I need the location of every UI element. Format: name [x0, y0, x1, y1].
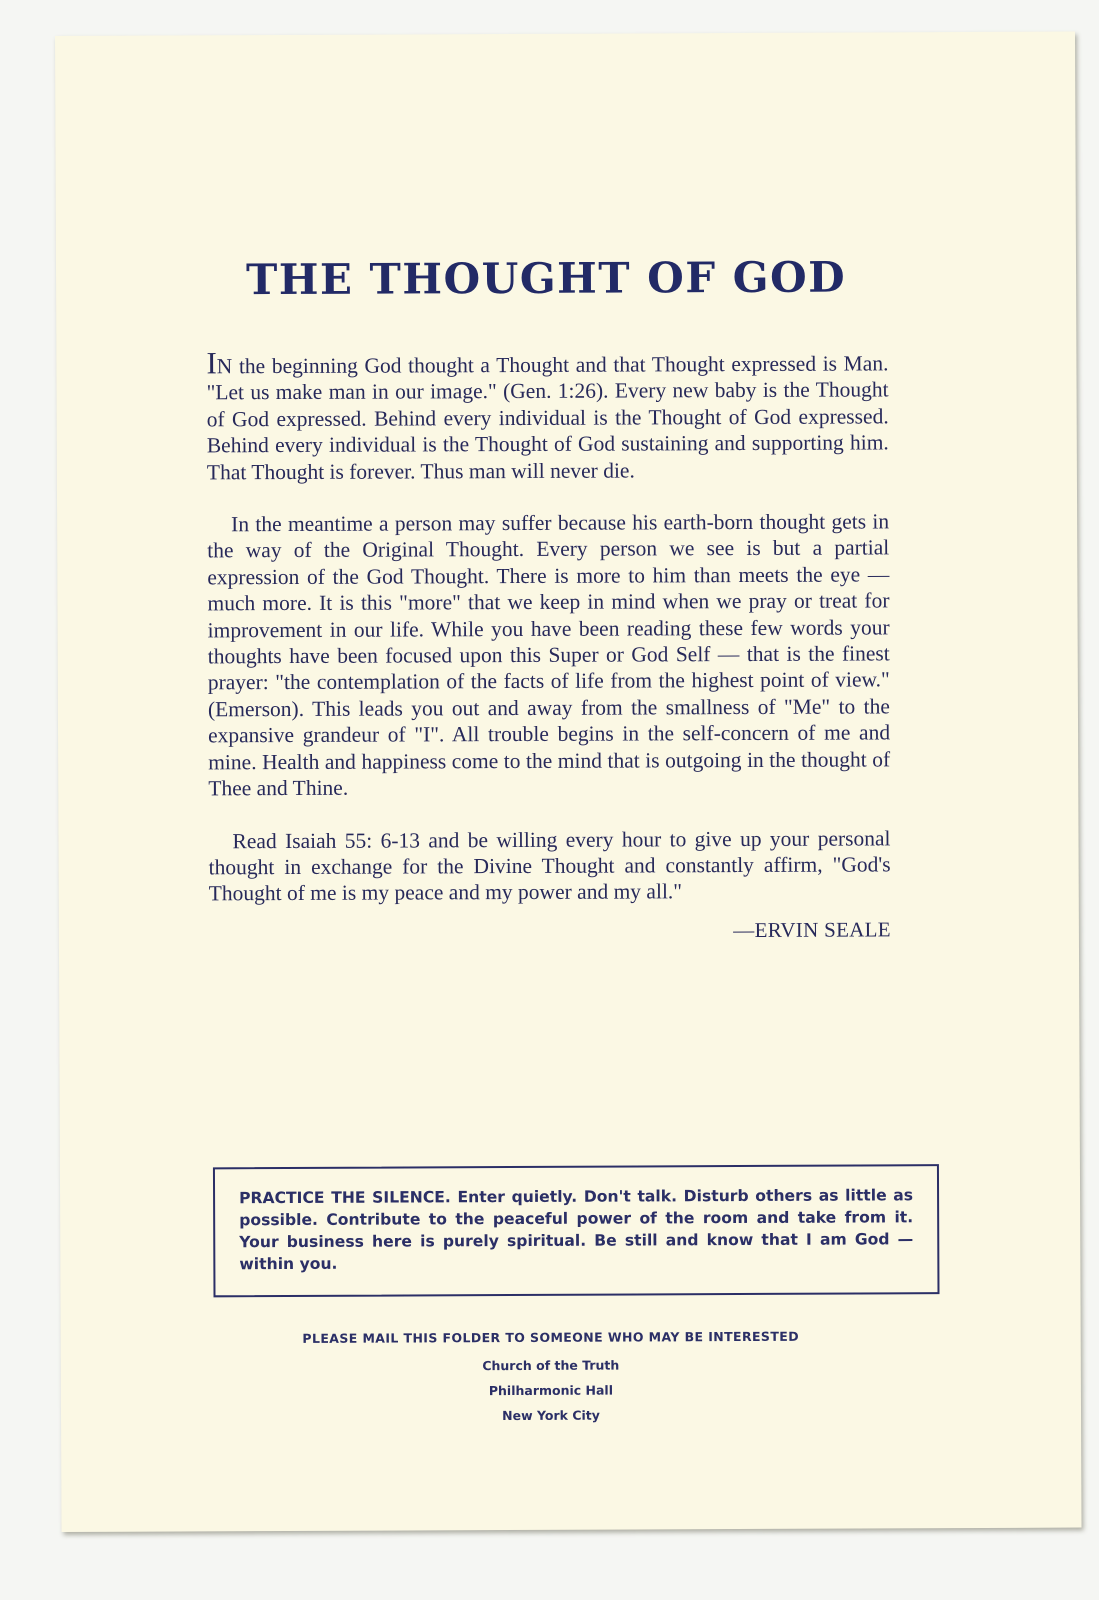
paragraph-2: In the meantime a person may suffer because his earth-born thought gets in the way of the Original Thought. Every person we see is but a partial expression of the God Thought. There is more to him than meets the eye — much more. It is this "more" that we keep in mind when we pray or treat for improvement in our life. While you have been reading these few words your thoughts have been focused upon this Super or God Self — that is the finest prayer: "the contemplation of the facts of life from the highest point of view." (Emerson). This leads you out and away from the smallness of "Me" to the expansive grandeur of "I". All trouble begins in the self-concern of me and mine. Health and happiness come to the mind that is outgoing in the thought of Thee and Thine.: [207, 509, 891, 801]
page-title: THE THOUGHT OF GOD: [245, 252, 847, 305]
paragraph-3: Read Isaiah 55: 6-13 and be willing every hour to give up your personal thought in exchange for the Divine Thought and constantly affirm, "God's Thought of me is my peace and my power and my all.": [208, 825, 891, 906]
venue-name: Philharmonic Hall: [488, 1382, 614, 1399]
author-signature: —ERVIN SEALE: [733, 917, 891, 942]
notice-text: Enter quietly. Don't talk. Disturb others as little as possible. Contribute to the peaceful power of the room and take from it. Your business here is purely spiritual. Be still and know that I am God — within you.: [239, 1186, 914, 1274]
paragraph-1: [206, 345, 889, 485]
mail-note: PLEASE MAIL THIS FOLDER TO SOMEONE WHO MAY BE INTERESTED: [302, 1328, 799, 1346]
church-name: Church of the Truth: [482, 1357, 620, 1374]
drop-cap: I: [206, 345, 217, 381]
city-name: New York City: [502, 1407, 600, 1424]
article-body: [206, 345, 891, 945]
practice-silence-notice: [213, 1164, 940, 1297]
notice-lead: PRACTICE THE SILENCE.: [239, 1188, 451, 1208]
leaflet-page: [55, 32, 1082, 1532]
paragraph-1-text: N the beginning God thought a Thought and that Thought expressed is Man. "Let us make man in our image." (Gen. 1:26). Every new baby is the Thought of God expressed. Behind every individual is the Thought of God expressed. Behind every individual is the Thought of God sustaining and supporting him. That Thought is forever. Thus man will never die.: [206, 351, 889, 484]
footer: [61, 1328, 1041, 1430]
